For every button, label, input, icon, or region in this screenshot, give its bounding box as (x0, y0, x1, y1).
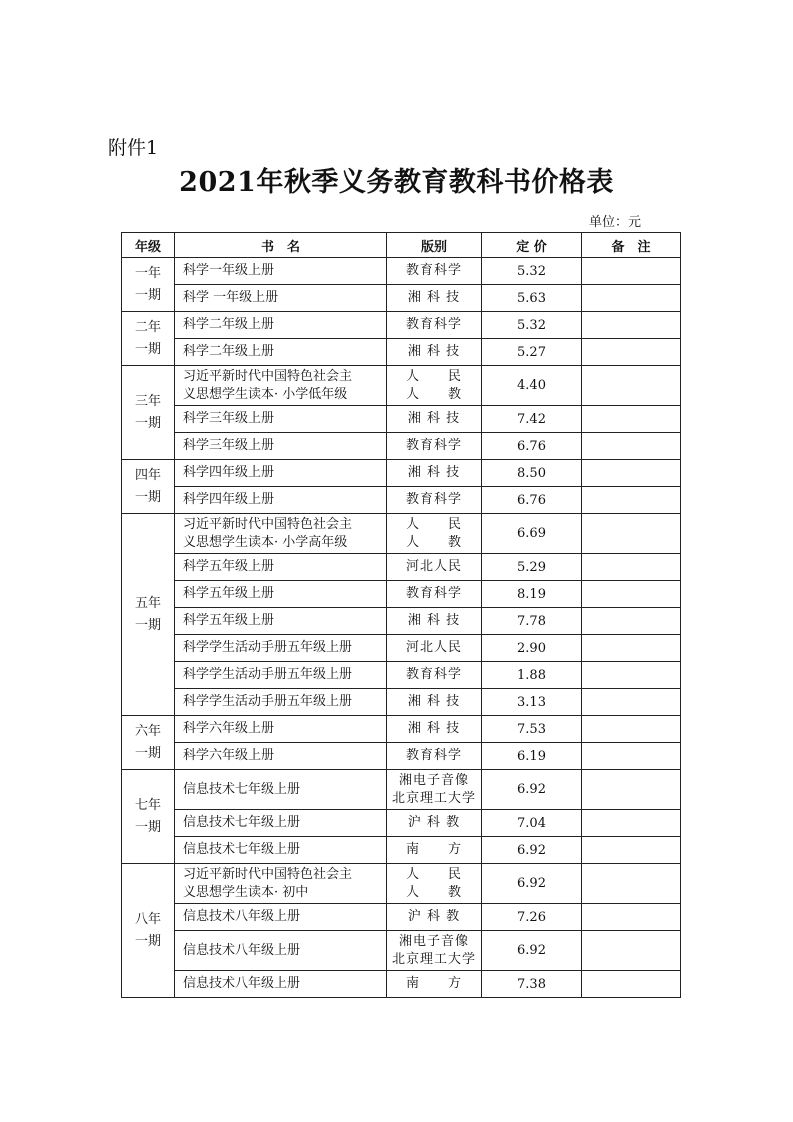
grade-label: 一期 (134, 933, 161, 949)
price-cell: 6.92 (482, 931, 582, 971)
book-name-cell (175, 837, 387, 864)
publisher: 人 民 (405, 516, 462, 532)
publisher-cell (387, 971, 482, 998)
book-name: 信息技术七年级上册 (183, 842, 301, 857)
note-cell (582, 662, 681, 689)
table-row (122, 433, 681, 460)
publisher-cell (387, 581, 482, 608)
price-cell: 5.32 (482, 258, 582, 285)
publisher: 教育科学 (405, 748, 462, 763)
price-cell: 6.92 (482, 837, 582, 864)
table-row (122, 743, 681, 770)
price-cell: 7.04 (482, 810, 582, 837)
book-name-cell (175, 810, 387, 837)
note-cell (582, 810, 681, 837)
price-cell: 5.27 (482, 339, 582, 366)
book-name-cell (175, 904, 387, 931)
book-name-cell (175, 460, 387, 487)
publisher: 人 教 (405, 386, 462, 402)
publisher: 南 方 (405, 842, 462, 857)
publisher-cell (387, 554, 482, 581)
note-cell (582, 971, 681, 998)
book-name-cell (175, 258, 387, 285)
table-row (122, 487, 681, 514)
price-cell: 7.78 (482, 608, 582, 635)
publisher-cell (387, 904, 482, 931)
grade-label: 一期 (134, 819, 161, 835)
grade-label: 三年 (134, 393, 161, 409)
note-cell (582, 554, 681, 581)
price-cell: 2.90 (482, 635, 582, 662)
publisher: 南 方 (405, 976, 462, 991)
price-cell: 6.76 (482, 433, 582, 460)
book-name-cell (175, 285, 387, 312)
publisher: 河北人民 (405, 640, 462, 655)
note-cell (582, 460, 681, 487)
publisher-cell (387, 433, 482, 460)
grade-label: 八年 (134, 911, 161, 927)
publisher: 教育科学 (405, 317, 462, 332)
table-row (122, 837, 681, 864)
book-name-cell (175, 487, 387, 514)
grade-label: 六年 (134, 723, 161, 739)
header-publisher: 版别 (387, 233, 482, 258)
price-cell: 6.19 (482, 743, 582, 770)
book-name: 科学二年级上册 (183, 317, 275, 332)
publisher: 河北人民 (405, 559, 462, 574)
publisher: 沪 科 教 (407, 815, 461, 830)
publisher: 湘 科 技 (407, 465, 461, 480)
grade-cell (122, 366, 175, 460)
publisher: 教育科学 (405, 438, 462, 453)
price-cell: 8.19 (482, 581, 582, 608)
book-name: 科学学生活动手册五年级上册 (183, 640, 353, 655)
publisher-cell (387, 770, 482, 810)
publisher-cell (387, 810, 482, 837)
grade-cell (122, 864, 175, 998)
grade-label: 一期 (134, 489, 161, 505)
book-name-cell (175, 635, 387, 662)
table-row (122, 406, 681, 433)
table-row (122, 258, 681, 285)
book-name-cell (175, 662, 387, 689)
publisher-cell (387, 460, 482, 487)
grade-cell (122, 770, 175, 864)
grade-label: 二年 (134, 319, 161, 335)
book-name: 习近平新时代中国特色社会主 (183, 866, 353, 882)
price-cell: 4.40 (482, 366, 582, 406)
header-grade: 年级 (122, 233, 175, 258)
book-name: 信息技术八年级上册 (183, 909, 301, 924)
price-cell: 7.53 (482, 716, 582, 743)
book-name: 科学 一年级上册 (183, 290, 279, 305)
book-name: 义思想学生读本· 小学低年级 (183, 386, 348, 402)
publisher: 湘 科 技 (407, 613, 461, 628)
note-cell (582, 904, 681, 931)
book-name-cell (175, 339, 387, 366)
price-cell: 5.63 (482, 285, 582, 312)
price-cell: 1.88 (482, 662, 582, 689)
note-cell (582, 716, 681, 743)
note-cell (582, 339, 681, 366)
publisher-cell (387, 258, 482, 285)
table-row (122, 716, 681, 743)
publisher: 北京理工大学 (391, 951, 476, 967)
book-name-cell (175, 406, 387, 433)
grade-label: 一期 (134, 287, 161, 303)
publisher: 人 民 (405, 368, 462, 384)
book-name: 科学五年级上册 (183, 559, 275, 574)
table-row (122, 581, 681, 608)
book-name-cell (175, 312, 387, 339)
note-cell (582, 312, 681, 339)
book-name-cell (175, 716, 387, 743)
table-row (122, 770, 681, 810)
note-cell (582, 581, 681, 608)
note-cell (582, 285, 681, 312)
book-name-cell (175, 931, 387, 971)
header-book-name: 书 名 (175, 233, 387, 258)
publisher-cell (387, 689, 482, 716)
book-name-cell (175, 554, 387, 581)
book-name: 科学三年级上册 (183, 411, 275, 426)
grade-label: 一期 (134, 617, 161, 633)
publisher-cell (387, 635, 482, 662)
table-row (122, 971, 681, 998)
publisher: 人 民 (405, 866, 462, 882)
note-cell (582, 514, 681, 554)
table-row (122, 810, 681, 837)
book-name: 科学五年级上册 (183, 586, 275, 601)
publisher-cell (387, 743, 482, 770)
publisher: 湘电子音像 (398, 772, 469, 788)
publisher-cell (387, 608, 482, 635)
grade-label: 一期 (134, 415, 161, 431)
book-name: 科学三年级上册 (183, 438, 275, 453)
publisher-cell (387, 406, 482, 433)
table-row (122, 554, 681, 581)
note-cell (582, 366, 681, 406)
attachment-label: 附件1 (108, 137, 159, 159)
price-cell: 7.26 (482, 904, 582, 931)
table-row (122, 864, 681, 904)
book-name: 科学二年级上册 (183, 344, 275, 359)
price-cell: 7.38 (482, 971, 582, 998)
publisher-cell (387, 339, 482, 366)
book-name: 信息技术八年级上册 (183, 976, 301, 991)
grade-cell (122, 312, 175, 366)
publisher: 湘电子音像 (398, 933, 469, 949)
book-name-cell (175, 689, 387, 716)
note-cell (582, 258, 681, 285)
table-row (122, 339, 681, 366)
note-cell (582, 864, 681, 904)
note-cell (582, 931, 681, 971)
book-name: 习近平新时代中国特色社会主 (183, 516, 353, 532)
table-row (122, 285, 681, 312)
grade-cell (122, 460, 175, 514)
publisher-cell (387, 514, 482, 554)
note-cell (582, 406, 681, 433)
publisher-cell (387, 931, 482, 971)
price-cell: 6.92 (482, 770, 582, 810)
table-row (122, 608, 681, 635)
header-note: 备 注 (582, 233, 681, 258)
grade-label: 一年 (134, 265, 161, 281)
book-name: 信息技术七年级上册 (183, 815, 301, 830)
book-name: 科学五年级上册 (183, 613, 275, 628)
book-name-cell (175, 971, 387, 998)
publisher: 教育科学 (405, 586, 462, 601)
book-name: 信息技术八年级上册 (183, 942, 301, 958)
book-name-cell (175, 743, 387, 770)
publisher-cell (387, 716, 482, 743)
publisher-cell (387, 366, 482, 406)
table-header-row (122, 233, 681, 258)
book-name: 科学四年级上册 (183, 465, 275, 480)
publisher: 湘 科 技 (407, 290, 461, 305)
table-row (122, 312, 681, 339)
book-name: 科学四年级上册 (183, 492, 275, 507)
table-body (122, 258, 681, 998)
book-name-cell (175, 433, 387, 460)
header-price: 定 价 (482, 233, 582, 258)
note-cell (582, 743, 681, 770)
publisher-cell (387, 864, 482, 904)
table-row (122, 689, 681, 716)
publisher-cell (387, 312, 482, 339)
price-cell: 6.92 (482, 864, 582, 904)
publisher: 湘 科 技 (407, 694, 461, 709)
book-name: 义思想学生读本· 小学高年级 (183, 534, 348, 550)
price-cell: 7.42 (482, 406, 582, 433)
publisher: 湘 科 技 (407, 411, 461, 426)
book-name-cell (175, 608, 387, 635)
price-table (121, 232, 681, 998)
book-name: 科学学生活动手册五年级上册 (183, 694, 353, 709)
grade-label: 七年 (134, 797, 161, 813)
document-title: 2021年秋季义务教育教科书价格表 (179, 167, 614, 198)
price-cell: 6.76 (482, 487, 582, 514)
book-name-cell (175, 581, 387, 608)
publisher-cell (387, 662, 482, 689)
book-name: 科学六年级上册 (183, 748, 275, 763)
book-name-cell (175, 514, 387, 554)
price-cell: 6.69 (482, 514, 582, 554)
note-cell (582, 770, 681, 810)
grade-cell (122, 716, 175, 770)
book-name: 习近平新时代中国特色社会主 (183, 368, 353, 384)
book-name-cell (175, 770, 387, 810)
publisher: 教育科学 (405, 492, 462, 507)
table-row (122, 662, 681, 689)
price-cell: 3.13 (482, 689, 582, 716)
table-row (122, 460, 681, 487)
note-cell (582, 689, 681, 716)
grade-cell (122, 514, 175, 716)
price-cell: 5.29 (482, 554, 582, 581)
note-cell (582, 433, 681, 460)
price-cell: 8.50 (482, 460, 582, 487)
table-row (122, 366, 681, 406)
publisher: 教育科学 (405, 263, 462, 278)
note-cell (582, 487, 681, 514)
book-name: 科学六年级上册 (183, 721, 275, 736)
table-row (122, 514, 681, 554)
note-cell (582, 837, 681, 864)
note-cell (582, 608, 681, 635)
publisher: 北京理工大学 (391, 790, 476, 806)
publisher-cell (387, 487, 482, 514)
grade-label: 一期 (134, 745, 161, 761)
grade-label: 一期 (134, 341, 161, 357)
unit-label: 单位：元 (589, 215, 642, 230)
publisher-cell (387, 285, 482, 312)
grade-label: 四年 (134, 467, 161, 483)
table-row (122, 931, 681, 971)
publisher: 沪 科 教 (407, 909, 461, 924)
table-row (122, 635, 681, 662)
table-row (122, 904, 681, 931)
book-name-cell (175, 366, 387, 406)
grade-label: 五年 (134, 595, 161, 611)
book-name: 科学一年级上册 (183, 263, 275, 278)
price-cell: 5.32 (482, 312, 582, 339)
publisher: 教育科学 (405, 667, 462, 682)
grade-cell (122, 258, 175, 312)
note-cell (582, 635, 681, 662)
publisher-cell (387, 837, 482, 864)
publisher: 人 教 (405, 534, 462, 550)
book-name-cell (175, 864, 387, 904)
book-name: 信息技术七年级上册 (183, 781, 301, 797)
book-name: 科学学生活动手册五年级上册 (183, 667, 353, 682)
publisher: 人 教 (405, 884, 462, 900)
publisher: 湘 科 技 (407, 344, 461, 359)
publisher: 湘 科 技 (407, 721, 461, 736)
book-name: 义思想学生读本· 初中 (183, 884, 309, 900)
